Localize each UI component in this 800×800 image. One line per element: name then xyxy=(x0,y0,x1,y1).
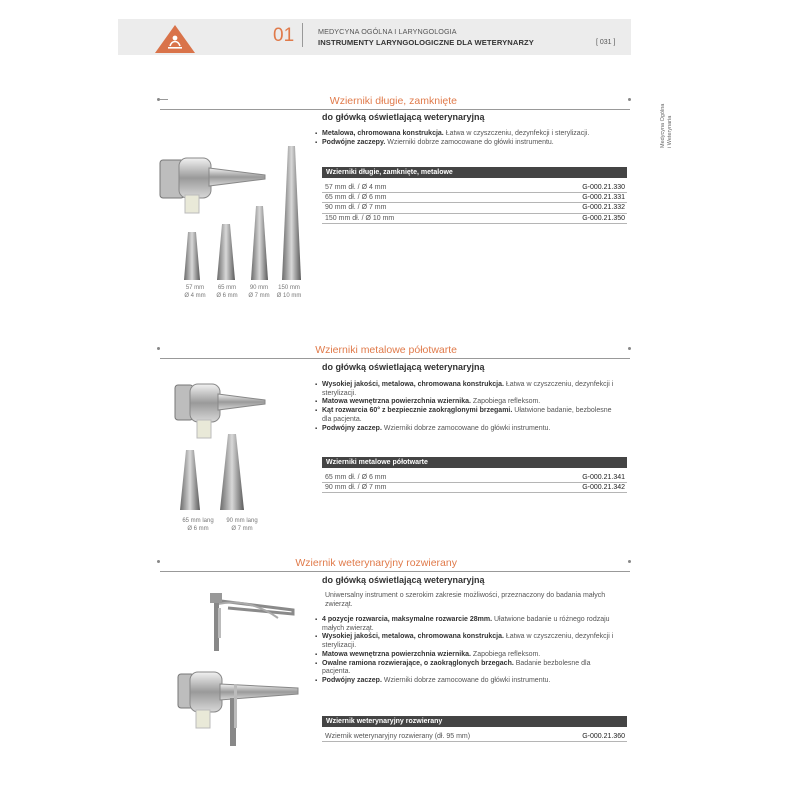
table-row: 150 mm dł. / Ø 10 mm G-000.21.350 xyxy=(322,214,627,224)
product-image-long-speculums xyxy=(155,140,315,290)
feature-item: ▪ Matowa wewnętrzna powierzchnia wziernika. Zapobiega refleksom. xyxy=(315,651,620,660)
section-subtitle: do główką oświetlającą weterynaryjną xyxy=(322,362,485,372)
feature-item: ▪ Owalne ramiona rozwierające, o zaokrąglonych brzegach. Badanie bezbolesne dla pacjenta. xyxy=(315,660,620,677)
feature-list xyxy=(315,616,620,686)
image-caption: 150 mm Ø 10 mm xyxy=(276,285,302,299)
image-caption: 65 mm lang Ø 6 mm xyxy=(182,518,214,532)
section-marker xyxy=(628,347,631,350)
section-rule xyxy=(160,571,630,572)
feature-item: ▪ 4 pozycje rozwarcia, maksymalne rozwarcie 28mm. Ułatwione badanie u różnego rodzaju małych zwierząt. xyxy=(315,616,620,633)
table-row: 90 mm dł. / Ø 7 mm G-000.21.342 xyxy=(322,483,627,493)
side-tab-line1: Medycyna Ogólna xyxy=(660,103,666,148)
section-title: Wziernik weterynaryjny rozwierany xyxy=(295,557,457,569)
table-header: Wzierniki długie, zamknięte, metalowe xyxy=(322,167,627,178)
section-title: Wzierniki długie, zamknięte xyxy=(329,95,457,107)
section-subtitle: do główką oświetlającą weterynaryjną xyxy=(322,575,485,585)
image-caption: 90 mm Ø 7 mm xyxy=(248,285,270,299)
header-category: MEDYCYNA OGÓLNA I LARYNGOLOGIA xyxy=(318,27,457,36)
brand-logo xyxy=(153,19,197,55)
side-tab-line2: i Weterynaria xyxy=(667,115,673,148)
feature-item: ▪ Matowa wewnętrzna powierzchnia wziernika. Zapobiega refleksom. xyxy=(315,398,620,407)
section-marker xyxy=(628,560,631,563)
section-subtitle: do główką oświetlającą weterynaryjną xyxy=(322,112,485,122)
feature-item: ▪ Podwójne zaczepy. Wzierniki dobrze zamocowane do główki instrumentu. xyxy=(315,139,620,148)
page-number: [ 031 ] xyxy=(596,39,616,46)
table-row: 65 mm dł. / Ø 6 mm G-000.21.331 xyxy=(322,193,627,203)
header-divider xyxy=(302,23,303,47)
table-row: 57 mm dł. / Ø 4 mm G-000.21.330 xyxy=(322,183,627,193)
header-title: INSTRUMENTY LARYNGOLOGICZNE DLA WETERYNARZY xyxy=(318,38,534,47)
section-title: Wzierniki metalowe półotwarte xyxy=(315,344,457,356)
feature-item: ▪ Podwójny zaczep. Wzierniki dobrze zamocowane do główki instrumentu. xyxy=(315,677,620,686)
product-image-veterinary-speculum xyxy=(168,588,303,748)
section-rule xyxy=(160,358,630,359)
section-intro: Uniwersalny instrument o szerokim zakresie możliwości, przeznaczony do badania małych zwierząt. xyxy=(325,592,606,608)
table-row: Wziernik weterynaryjny rozwierany (dł. 95 mm) G-000.21.360 xyxy=(322,732,627,742)
feature-list xyxy=(315,130,620,147)
section-marker xyxy=(628,98,631,101)
image-caption: 57 mm Ø 4 mm xyxy=(184,285,206,299)
feature-item: ▪ Podwójny zaczep. Wzierniki dobrze zamocowane do główki instrumentu. xyxy=(315,425,620,434)
feature-item: ▪ Wysokiej jakości, metalowa, chromowana konstrukcja. Łatwa w czyszczeniu, dezynfekcji i sterylizacji. xyxy=(315,381,620,398)
table-header: Wzierniki metalowe półotwarte xyxy=(322,457,627,468)
feature-item: ▪ Metalowa, chromowana konstrukcja. Łatwa w czyszczeniu, dezynfekcji i sterylizacji. xyxy=(315,130,620,139)
product-image-half-open-speculums xyxy=(170,380,280,515)
product-table xyxy=(322,457,627,493)
product-table xyxy=(322,167,627,224)
table-row: 90 mm dł. / Ø 7 mm G-000.21.332 xyxy=(322,203,627,213)
image-caption: 90 mm lang Ø 7 mm xyxy=(226,518,258,532)
image-caption: 65 mm Ø 6 mm xyxy=(216,285,238,299)
section-number: 01 xyxy=(273,25,295,46)
feature-item: ▪ Wysokiej jakości, metalowa, chromowana konstrukcja. Łatwa w czyszczeniu, dezynfekcji i sterylizacji. xyxy=(315,633,620,650)
side-tab xyxy=(656,78,680,148)
feature-item: ▪ Kąt rozwarcia 60° z bezpiecznie zaokrąglonymi brzegami. Ułatwione badanie, bezbolesne dla pacjenta. xyxy=(315,407,620,424)
feature-list xyxy=(315,381,620,433)
section-rule xyxy=(160,109,630,110)
table-row: 65 mm dł. / Ø 6 mm G-000.21.341 xyxy=(322,473,627,483)
product-table xyxy=(322,716,627,742)
table-header: Wziernik weterynaryjny rozwierany xyxy=(322,716,627,727)
